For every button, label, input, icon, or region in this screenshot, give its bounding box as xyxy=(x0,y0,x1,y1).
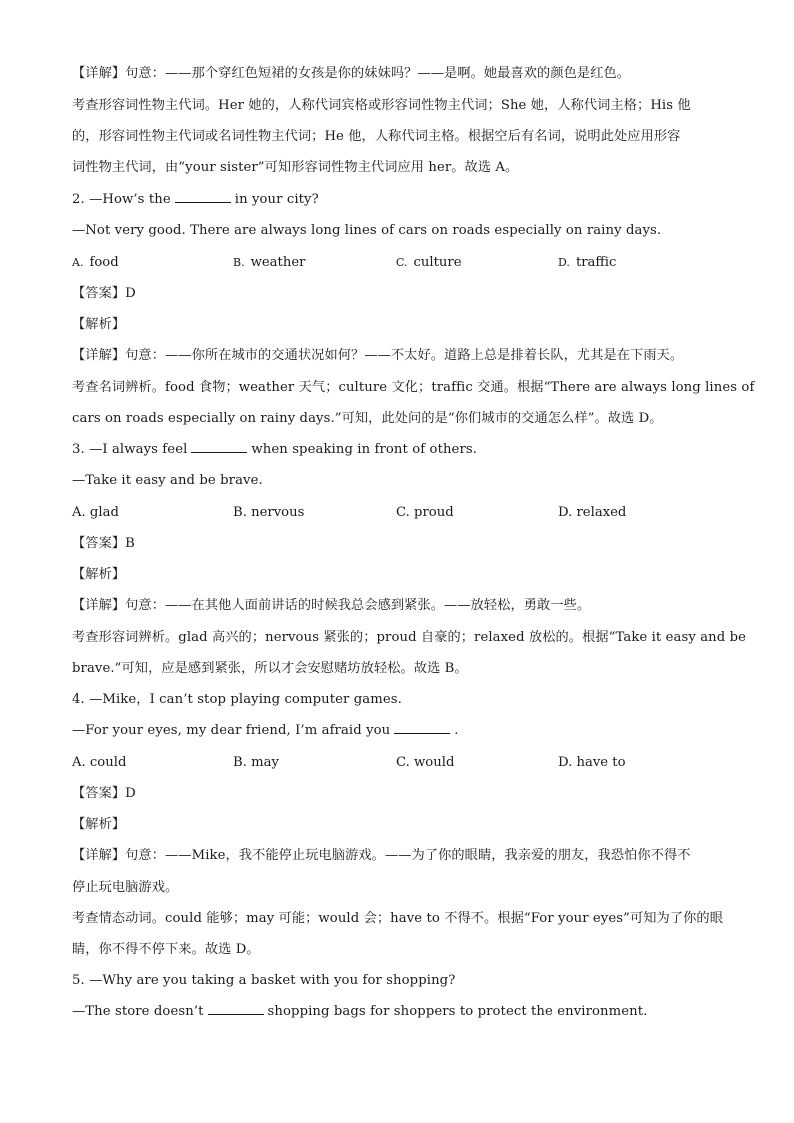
q2-answer: 【答案】D xyxy=(72,286,136,301)
q4-reply-before: —For your eyes, my dear friend, I’m afraid you xyxy=(72,723,391,738)
q2-option-c: C. culture xyxy=(396,255,462,270)
q2-option-a: A. food xyxy=(72,255,119,270)
q3-option-d: D. relaxed xyxy=(558,505,627,520)
q5-reply xyxy=(72,1002,722,1022)
q1-explanation-line-1: 考查形容词性物主代词。Her 她的，人称代词宾格或形容词性物主代词；She 她，人称代词主格；His 他 xyxy=(72,98,691,113)
q2-reply: —Not very good. There are always long lines of cars on roads especially on rainy days. xyxy=(72,223,662,238)
q4-answer: 【答案】D xyxy=(72,786,136,801)
q3-explanation-line-2: brave.”可知，应是感到紧张，所以才会安慰赌坊放轻松。故选 B。 xyxy=(72,661,468,676)
q4-explanation-line-1: 考查情态动词。could 能够；may 可能；would 会；have to 不得不。根据“For your eyes”可知为了你的眼 xyxy=(72,911,723,926)
q4-option-c: C. would xyxy=(396,755,455,770)
q3-stem-before: 3. —I always feel xyxy=(72,442,188,457)
q3-options xyxy=(72,503,722,523)
q3-answer: 【答案】B xyxy=(72,536,135,551)
q4-analysis-heading: 【解析】 xyxy=(72,817,126,832)
q5-reply-before: —The store doesn’t xyxy=(72,1004,204,1019)
q3-stem-after: when speaking in front of others. xyxy=(251,442,478,457)
q4-reply-after: . xyxy=(454,723,459,738)
q3-explanation-line-1: 考查形容词辨析。glad 高兴的；nervous 紧张的；proud 自豪的；relaxed 放松的。根据“Take it easy and be xyxy=(72,630,747,645)
q3-stem xyxy=(72,440,722,460)
q4-stem: 4. —Mike，I can’t stop playing computer games. xyxy=(72,692,402,707)
answer-blank xyxy=(175,190,231,203)
q2-stem-after: in your city? xyxy=(234,192,319,207)
q4-options xyxy=(72,753,722,773)
q1-detail: 【详解】句意：——那个穿红色短裙的女孩是你的妹妹吗？——是啊。她最喜欢的颜色是红色。 xyxy=(72,66,631,81)
q3-analysis-heading: 【解析】 xyxy=(72,567,126,582)
q4-option-b: B. may xyxy=(233,755,279,770)
q2-analysis-heading: 【解析】 xyxy=(72,317,126,332)
answer-blank xyxy=(191,440,247,453)
q4-detail-line-1: 【详解】句意：——Mike，我不能停止玩电脑游戏。——为了你的眼睛，我亲爱的朋友，我恐怕你不得不 xyxy=(72,848,691,863)
q4-detail-line-2: 停止玩电脑游戏。 xyxy=(72,880,179,895)
q3-option-c: C. proud xyxy=(396,505,454,520)
q4-reply xyxy=(72,721,722,741)
q2-explanation-line-1: 考查名词辨析。food 食物；weather 天气；culture 文化；traffic 交通。根据“There are always long lines of xyxy=(72,380,755,395)
q4-explanation-line-2: 睛，你不得不停下来。故选 D。 xyxy=(72,942,260,957)
q3-option-a: A. glad xyxy=(72,505,119,520)
q2-stem-before: 2. —How’s the xyxy=(72,192,171,207)
q2-detail: 【详解】句意：——你所在城市的交通状况如何？——不太好。道路上总是排着长队，尤其是在下雨天。 xyxy=(72,348,684,363)
q2-options xyxy=(72,253,722,273)
q2-option-d: D. traffic xyxy=(558,255,617,270)
q2-stem xyxy=(72,190,722,210)
q2-option-b: B. weather xyxy=(233,255,306,270)
q3-option-b: B. nervous xyxy=(233,505,305,520)
q2-explanation-line-2: cars on roads especially on rainy days.”可知，此处问的是“你们城市的交通怎么样”。故选 D。 xyxy=(72,411,663,426)
q1-explanation-line-2: 的，形容词性物主代词或名词性物主代词；He 他，人称代词主格。根据空后有名词，说明此处应用形容 xyxy=(72,129,681,144)
q5-reply-after: shopping bags for shoppers to protect the environment. xyxy=(267,1004,648,1019)
q5-stem: 5. —Why are you taking a basket with you for shopping? xyxy=(72,973,456,988)
q4-option-a: A. could xyxy=(72,755,127,770)
q4-option-d: D. have to xyxy=(558,755,626,770)
answer-blank xyxy=(208,1002,264,1015)
answer-blank xyxy=(394,721,450,734)
q1-explanation-line-3: 词性物主代词，由“your sister”可知形容词性物主代词应用 her。故选 A。 xyxy=(72,160,519,175)
q3-reply: —Take it easy and be brave. xyxy=(72,473,263,488)
q3-detail: 【详解】句意：——在其他人面前讲话的时候我总会感到紧张。——放轻松，勇敢一些。 xyxy=(72,598,591,613)
